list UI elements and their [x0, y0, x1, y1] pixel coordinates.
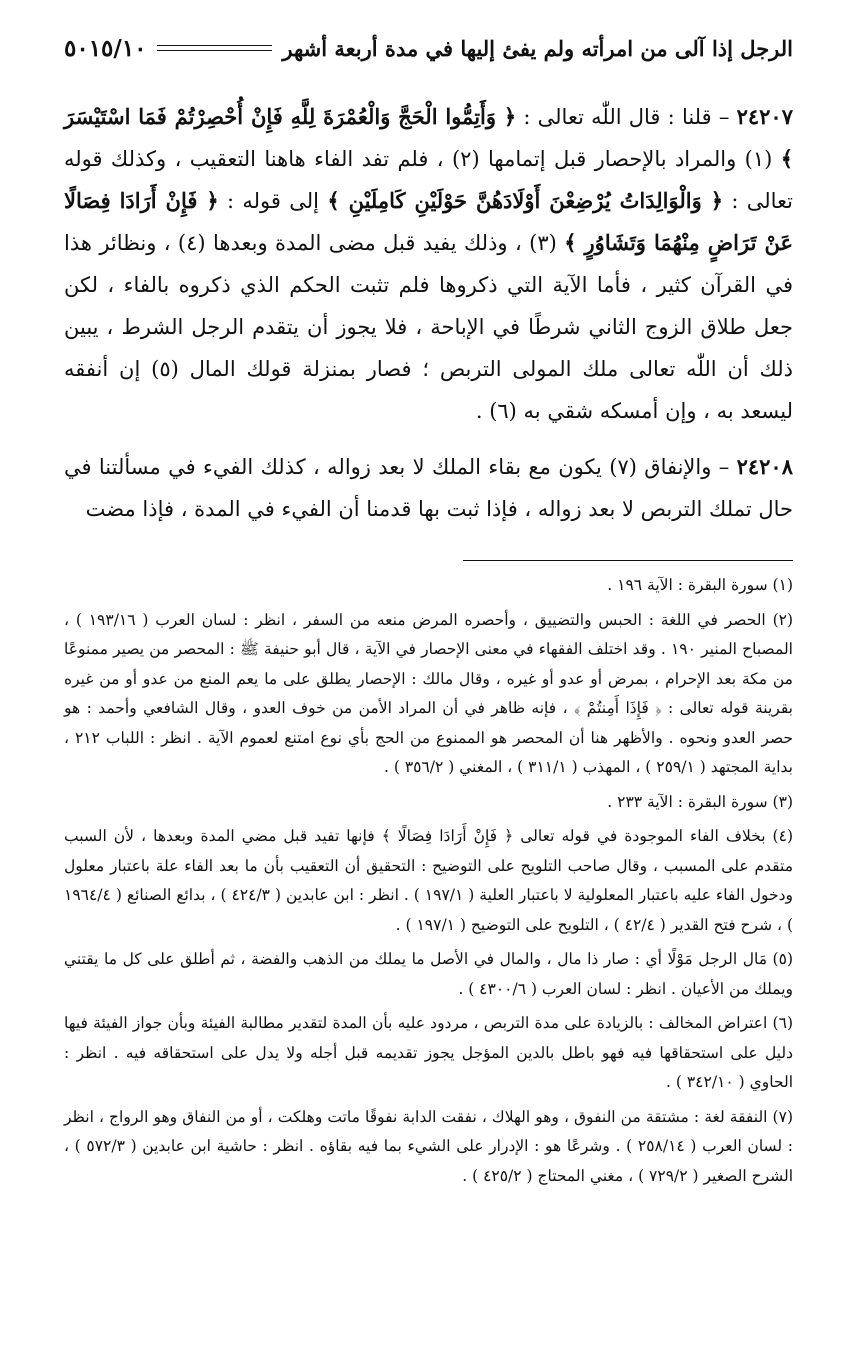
quran-verse: ﴿ وَالْوَالِدَاتُ يُرْضِعْنَ أَوْلَادَهُنَّ حَوْلَيْنِ كَامِلَيْنِ ﴾ — [327, 188, 723, 213]
footnote-1: (١) سورة البقرة : الآية ١٩٦ . — [607, 576, 793, 594]
running-header — [64, 30, 793, 66]
paragraph-text: (١) والمراد بالإحصار قبل إتمامها (٢) ، فلم تفد الفاء هاهنا التعقيب ، وكذلك قوله تعالى : — [64, 147, 793, 213]
footnote-5: (٥) مَال الرجل مَوْلًا أي : صار ذا مال ، والمال في الأصل ما يملك من الذهب والفضة ، ثم أطلق على كل ما يقتني ويملك من الأعيان . انظر : لسان العرب ( ٤٣٠٠/٦ ) . — [64, 950, 793, 998]
footnote-separator — [463, 560, 793, 561]
footnote-4: (٤) بخلاف الفاء الموجودة في قوله تعالى ﴿ فَإِنْ أَرَادَا فِصَالًا ﴾ فإنها تفيد قبل مضي المدة وبعدها ، لأن السبب متقدم على المسبب ، وقال صاحب التلويح على التوضيح : التحقيق أن التعقيب بأن ما بعد الفاء علة باعتبار معلول ودخول الفاء عليه باعتبار المعلولية لا باعتبار العلية ( ١٩٧/١ ) . انظر : ابن عابدين ( ٤٢٤/٣ ) ، بدائع الصنائع ( ١٩٦٤/٤ ) ، شرح فتح القدير ( ٤٢/٤ ) ، التلويح على التوضيح ( ١٩٧/١ ) . — [64, 827, 793, 934]
paragraph-number: ٢٤٢٠٨ — [736, 454, 793, 479]
quran-verse: ﴿ وَأَتِمُّوا الْحَجَّ وَالْعُمْرَةَ لِلَّهِ فَإِنْ أُحْصِرْتُمْ فَمَا اسْتَيْسَرَ ﴾ — [64, 104, 793, 171]
page-reference: ٥٠١٥/١٠ — [64, 34, 147, 62]
paragraph-text: (٣) ، وذلك يفيد قبل مضى المدة وبعدها (٤) ، ونظائر هذا في القرآن كثير ، فأما الآية التي ذكروها فلم تثبت الحكم الذي ذكروه بالفاء ، لكن جعل طلاق الزوج الثاني شرطًا في الإباحة ، فلا يجوز أن يتقدم الرجل الشرط ، يبين ذلك أن اللّٰه تعالى ملك المولى التربص ؛ فصار بمنزلة قولك المال (٥) إن أنفقه ليسعد به ، وإن أمسكه شقي به (٦) . — [64, 231, 793, 423]
running-title: الرجل إذا آلى من امرأته ولم يفئ إليها في مدة أربعة أشهر — [282, 35, 793, 61]
footnotes — [64, 571, 793, 1191]
footnote-7: (٧) النفقة لغة : مشتقة من النفوق ، وهو الهلاك ، نفقت الدابة نفوقًا ماتت وهلكت ، أو من النفاق وهو الرواج ، انظر : لسان العرب ( ٢٥٨/١٤ ) . وشرعًا هو : الإدرار على الشيء بما فيه بقاؤه . انظر : حاشية ابن عابدين ( ٥٧٢/٣ ) ، الشرح الصغير ( ٧٢٩/٢ ) ، مغني المحتاج ( ٤٢٥/٢ ) . — [64, 1107, 793, 1185]
header-rule — [157, 45, 273, 51]
paragraph-text: – والإنفاق (٧) يكون مع بقاء الملك لا بعد زواله ، كذلك الفيء في مسألتنا في حال تملك التربص لا بعد زواله ، فإذا ثبت بها قدمنا أن الفيء في المدة ، فإذا مضت — [64, 455, 793, 521]
paragraph-24207 — [64, 96, 793, 432]
paragraph-text: – قلنا : قال اللّٰه تعالى : — [516, 105, 737, 129]
paragraph-text: إلى قوله : — [218, 189, 328, 213]
paragraph-24208 — [64, 446, 793, 530]
paragraph-number: ٢٤٢٠٧ — [736, 104, 793, 129]
quran-verse: ﴿ فَإِنْ أَرَادَا فِصَالًا عَنْ تَرَاضٍ مِنْهُمَا وَتَشَاوُرٍ ﴾ — [64, 188, 793, 255]
footnote-6: (٦) اعتراض المخالف : بالزيادة على مدة التربص ، مردود عليه بأن المدة لتقدير مطالبة الفيئة وبأن جواز الفيئة فيها دليل على استحقاقها فيه فهو باطل بالدين المؤجل يجوز تقديمه قبل أجله ولا يدل على استحقاقه فيه . انظر : الحاوي ( ٣٤٢/١٠ ) . — [64, 1014, 793, 1091]
main-text — [64, 96, 793, 530]
footnote-3: (٣) سورة البقرة : الآية ٢٣٣ . — [607, 792, 793, 811]
footnote-2: (٢) الحصر في اللغة : الحبس والتضييق ، وأحصره المرض منعه من السفر ، انظر : لسان العرب ( ١٩٣/١٦ ) ، المصباح المنير ١٩٠ . وقد اختلف الفقهاء في معنى الإحصار في الآية ، قال أبو حنيفة ﷺ : المحصر من يصير ممنوعًا من مكة بعد الإحرام ، بمرض أو عدو أو غيره ، وقال مالك : الإحصار يطلق على ما يعم المنع من عدو أو من غيره بقرينة قوله تعالى : ﴿ فَإِذَا أَمِنتُمْ ﴾ ، فإنه ظاهر في أن المراد الأمن من خوف العدو ، وقال الشافعي وأحمد : هو حصر العدو ونحوه . والأظهر هنا أن المحصر هو الممنوع من الحج بأي نوع امتنع لعموم الآية . انظر : اللباب ٢١٢ ، بداية المجتهد ( ٢٥٩/١ ) ، المهذب ( ٣١١/١ ) ، المغني ( ٣٥٦/٢ ) . — [64, 610, 794, 776]
